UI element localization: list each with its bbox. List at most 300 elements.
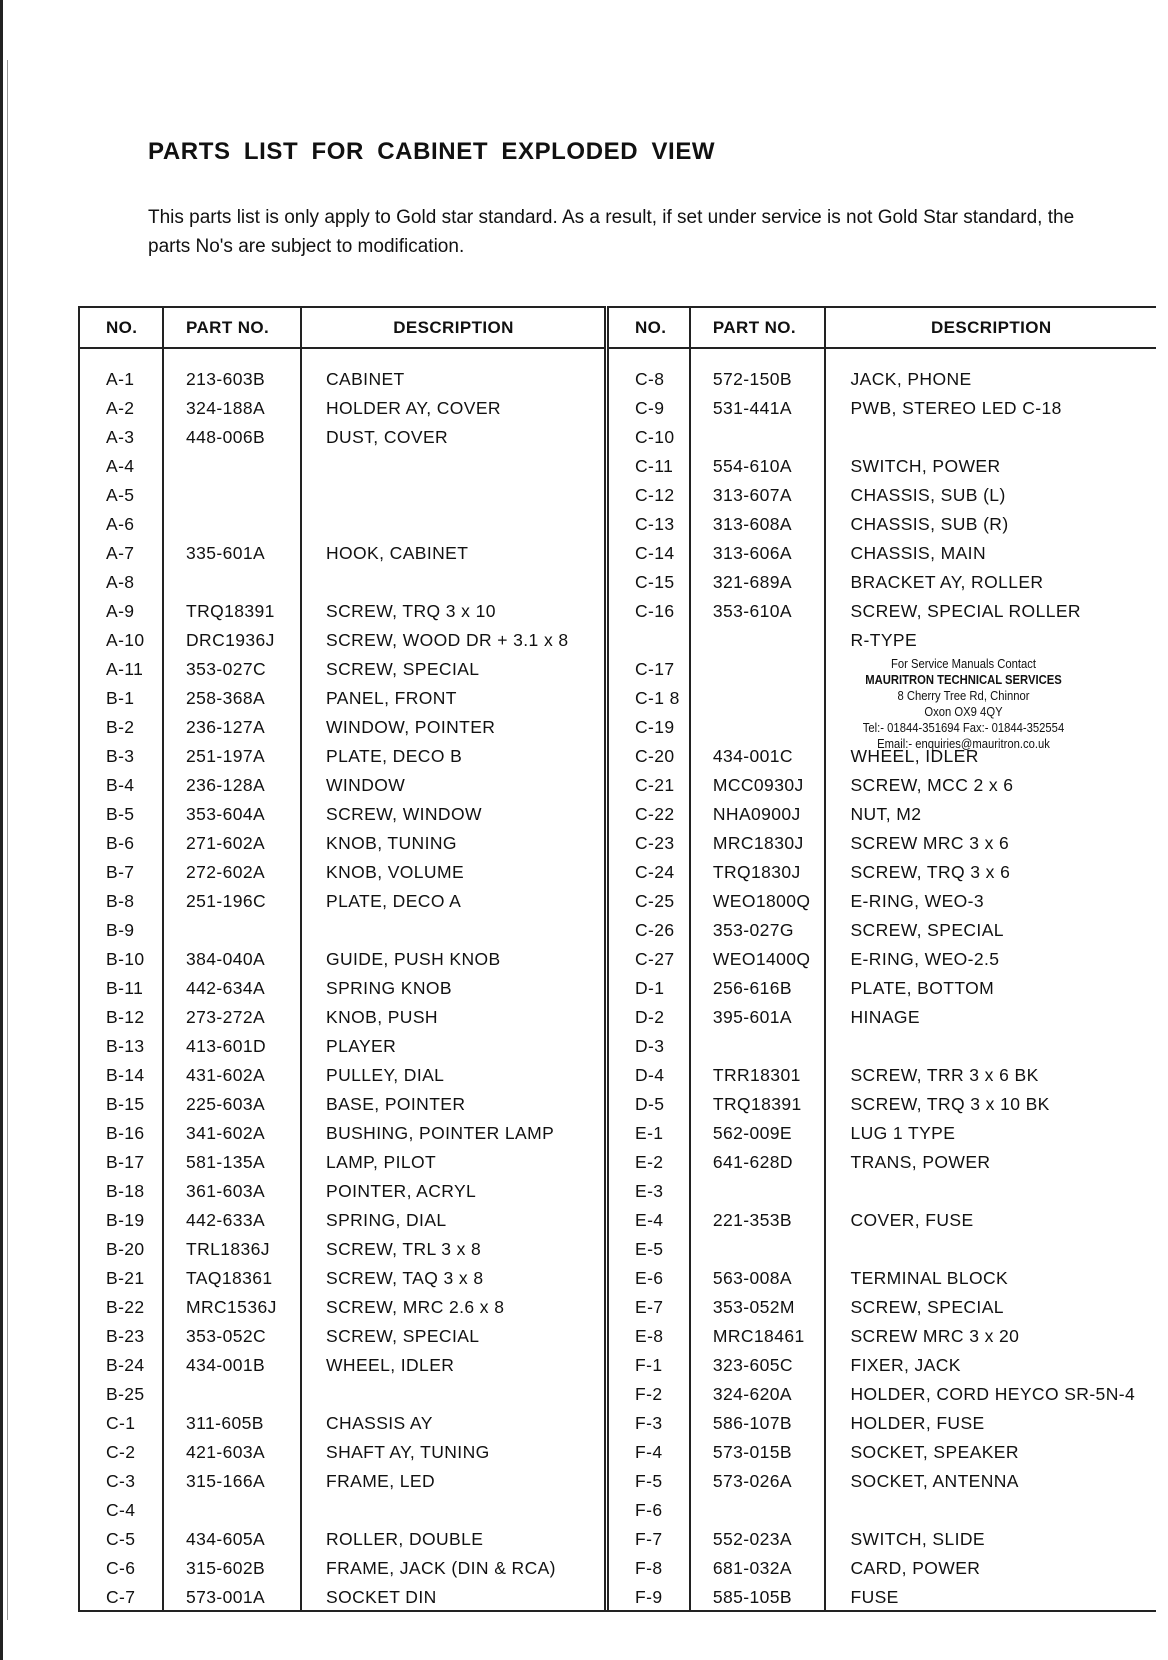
- column-header-no: NO.: [607, 307, 690, 348]
- row-part-no: 341-602A: [163, 1119, 301, 1148]
- row-part-no: TAQ18361: [163, 1264, 301, 1293]
- row-part-no: 251-197A: [163, 742, 301, 771]
- column-header-description: DESCRIPTION: [301, 307, 605, 348]
- table-row: [607, 481, 1157, 510]
- row-no: C-11: [607, 452, 690, 481]
- row-part-no: 573-001A: [163, 1583, 301, 1612]
- row-part-no: [690, 423, 826, 452]
- row-part-no: 421-603A: [163, 1438, 301, 1467]
- row-part-no: 353-604A: [163, 800, 301, 829]
- row-description: LUG 1 TYPE: [850, 1123, 956, 1143]
- row-part-no: TRQ18391: [690, 1090, 826, 1119]
- row-no: A-6: [79, 510, 163, 539]
- row-no: A-10: [79, 626, 163, 655]
- row-no: F-4: [607, 1438, 690, 1467]
- column-header-description: DESCRIPTION: [825, 307, 1156, 348]
- row-description: PANEL, FRONT: [326, 688, 457, 708]
- row-part-no: MRC1830J: [690, 829, 826, 858]
- table-row: [79, 1438, 605, 1467]
- row-description: E-RING, WEO-3: [850, 891, 985, 911]
- row-no: C-25: [607, 887, 690, 916]
- row-no: C-1 8: [607, 684, 690, 713]
- table-row: [607, 1467, 1157, 1496]
- row-description: R-TYPE: [850, 630, 918, 650]
- row-part-no: 448-006B: [163, 423, 301, 452]
- row-part-no: [690, 1496, 826, 1525]
- stamp-line: Email:- enquiries@mauritron.co.uk: [877, 737, 1050, 751]
- parts-table-right: [604, 306, 1156, 1612]
- table-row: [79, 1554, 605, 1583]
- row-description: DUST, COVER: [326, 427, 449, 447]
- row-no: B-7: [79, 858, 163, 887]
- row-part-no: 353-610A: [690, 597, 826, 626]
- row-no: A-5: [79, 481, 163, 510]
- row-part-no: TRQ18391: [163, 597, 301, 626]
- row-no: E-3: [607, 1177, 690, 1206]
- row-description: GUIDE, PUSH KNOB: [326, 949, 501, 969]
- row-description: KNOB, TUNING: [326, 833, 457, 853]
- row-no: B-16: [79, 1119, 163, 1148]
- row-description: [825, 1032, 1156, 1061]
- row-part-no: TRL1836J: [163, 1235, 301, 1264]
- row-no: A-8: [79, 568, 163, 597]
- row-part-no: [690, 1177, 826, 1206]
- row-no: B-21: [79, 1264, 163, 1293]
- table-row: [607, 348, 1157, 394]
- row-description: FUSE: [850, 1587, 899, 1607]
- row-no: B-3: [79, 742, 163, 771]
- page-edge-inner: [7, 60, 8, 1620]
- row-part-no: 573-026A: [690, 1467, 826, 1496]
- row-description: BRACKET AY, ROLLER: [850, 572, 1044, 592]
- table-row: [79, 1467, 605, 1496]
- row-part-no: 434-001B: [163, 1351, 301, 1380]
- row-part-no: 384-040A: [163, 945, 301, 974]
- row-no: A-11: [79, 655, 163, 684]
- row-no: D-1: [607, 974, 690, 1003]
- row-description: TRANS, POWER: [850, 1152, 991, 1172]
- table-row: [79, 1206, 605, 1235]
- table-row: [79, 974, 605, 1003]
- row-part-no: 531-441A: [690, 394, 826, 423]
- table-row: [79, 1090, 605, 1119]
- row-description: WHEEL, IDLER: [850, 746, 979, 766]
- row-no: C-16: [607, 597, 690, 626]
- row-description: KNOB, VOLUME: [326, 862, 465, 882]
- row-description: CHASSIS, SUB (R): [850, 514, 1009, 534]
- table-row: [607, 974, 1157, 1003]
- row-description: PULLEY, DIAL: [326, 1065, 445, 1085]
- row-description: HOLDER, CORD HEYCO SR-5N-4: [850, 1384, 1136, 1404]
- column-header-part-no: PART NO.: [690, 307, 826, 348]
- table-row: [79, 1061, 605, 1090]
- row-description: SWITCH, SLIDE: [850, 1529, 986, 1549]
- row-description: SCREW, SPECIAL: [326, 659, 480, 679]
- table-row: [607, 539, 1157, 568]
- row-description: SCREW, SPECIAL: [850, 920, 1004, 940]
- row-description: PLATE, DECO A: [326, 891, 462, 911]
- row-no: F-7: [607, 1525, 690, 1554]
- table-row: [607, 1496, 1157, 1525]
- row-no: B-2: [79, 713, 163, 742]
- row-part-no: 681-032A: [690, 1554, 826, 1583]
- row-no: C-27: [607, 945, 690, 974]
- row-no: C-22: [607, 800, 690, 829]
- table-header-row: [79, 307, 605, 348]
- page-edge: [0, 0, 3, 1660]
- table-row: [79, 655, 605, 684]
- row-part-no: 321-689A: [690, 568, 826, 597]
- column-header-part-no: PART NO.: [163, 307, 301, 348]
- table-header-row: [607, 307, 1157, 348]
- table-row: [607, 1148, 1157, 1177]
- row-part-no: [690, 626, 826, 655]
- row-description: FRAME, JACK (DIN & RCA): [326, 1558, 556, 1578]
- table-row: [79, 626, 605, 655]
- row-part-no: 324-188A: [163, 394, 301, 423]
- row-part-no: NHA0900J: [690, 800, 826, 829]
- row-part-no: 573-015B: [690, 1438, 826, 1467]
- table-row: [607, 1090, 1157, 1119]
- row-part-no: 586-107B: [690, 1409, 826, 1438]
- row-part-no: 572-150B: [690, 348, 826, 394]
- row-description: SCREW, SPECIAL ROLLER: [850, 601, 1081, 621]
- table-row: [607, 945, 1157, 974]
- row-part-no: [163, 481, 301, 510]
- row-no: F-3: [607, 1409, 690, 1438]
- row-description: [825, 423, 1156, 452]
- table-row: [79, 742, 605, 771]
- row-part-no: MRC18461: [690, 1322, 826, 1351]
- table-row: [79, 1032, 605, 1061]
- row-description: HOLDER AY, COVER: [326, 398, 501, 418]
- row-part-no: [163, 1380, 301, 1409]
- row-description: [301, 1380, 605, 1409]
- row-part-no: 361-603A: [163, 1177, 301, 1206]
- row-description: SCREW, SPECIAL: [326, 1326, 480, 1346]
- row-part-no: 353-027G: [690, 916, 826, 945]
- row-part-no: TRR18301: [690, 1061, 826, 1090]
- row-part-no: MRC1536J: [163, 1293, 301, 1322]
- row-description: SCREW, TRQ 3 x 10: [326, 601, 496, 621]
- row-part-no: 323-605C: [690, 1351, 826, 1380]
- row-no: B-9: [79, 916, 163, 945]
- table-row: [79, 1293, 605, 1322]
- row-no: E-8: [607, 1322, 690, 1351]
- table-row: [79, 1496, 605, 1525]
- row-description: [301, 510, 605, 539]
- row-no: B-22: [79, 1293, 163, 1322]
- row-no: C-20: [607, 742, 690, 771]
- row-part-no: 313-607A: [690, 481, 826, 510]
- row-no: B-11: [79, 974, 163, 1003]
- row-no: B-19: [79, 1206, 163, 1235]
- row-no: B-8: [79, 887, 163, 916]
- row-description: SPRING, DIAL: [326, 1210, 447, 1230]
- row-no: E-5: [607, 1235, 690, 1264]
- row-description: TERMINAL BLOCK: [850, 1268, 1009, 1288]
- row-no: D-4: [607, 1061, 690, 1090]
- table-row: [79, 887, 605, 916]
- row-description: SOCKET, SPEAKER: [850, 1442, 1019, 1462]
- row-no: C-23: [607, 829, 690, 858]
- table-row: [79, 1119, 605, 1148]
- row-description: WINDOW, POINTER: [326, 717, 496, 737]
- row-part-no: 313-608A: [690, 510, 826, 539]
- row-description: JACK, PHONE: [850, 369, 972, 389]
- row-description: SCREW, TRL 3 x 8: [326, 1239, 482, 1259]
- row-no: B-24: [79, 1351, 163, 1380]
- table-row: [607, 1293, 1157, 1322]
- row-no: C-14: [607, 539, 690, 568]
- table-row: [607, 1438, 1157, 1467]
- row-no: C-10: [607, 423, 690, 452]
- row-description: KNOB, PUSH: [326, 1007, 438, 1027]
- table-row: [79, 771, 605, 800]
- row-part-no: 221-353B: [690, 1206, 826, 1235]
- row-no: B-4: [79, 771, 163, 800]
- table-row: [607, 858, 1157, 887]
- table-row: [79, 1322, 605, 1351]
- row-part-no: [163, 510, 301, 539]
- table-row: [79, 510, 605, 539]
- row-part-no: [690, 655, 826, 684]
- row-no: C-15: [607, 568, 690, 597]
- row-part-no: TRQ1830J: [690, 858, 826, 887]
- intro-paragraph: This parts list is only apply to Gold star standard. As a result, if set under service is not Gold Star standard, the parts No's are subject to modification.: [148, 207, 1075, 257]
- row-description: PWB, STEREO LED C-18: [850, 398, 1062, 418]
- row-no: C-6: [79, 1554, 163, 1583]
- row-part-no: MCC0930J: [690, 771, 826, 800]
- row-description: SCREW MRC 3 x 6: [850, 833, 1010, 853]
- row-no: C-26: [607, 916, 690, 945]
- table-row: [607, 1583, 1157, 1612]
- row-part-no: 552-023A: [690, 1525, 826, 1554]
- row-no: E-2: [607, 1148, 690, 1177]
- table-row: [79, 481, 605, 510]
- row-no: A-4: [79, 452, 163, 481]
- row-no: A-2: [79, 394, 163, 423]
- row-part-no: 315-602B: [163, 1554, 301, 1583]
- row-part-no: 311-605B: [163, 1409, 301, 1438]
- row-description: HOOK, CABINET: [326, 543, 469, 563]
- table-bottom-rule: [78, 1610, 1156, 1612]
- row-no: C-3: [79, 1467, 163, 1496]
- row-description: POINTER, ACRYL: [326, 1181, 477, 1201]
- table-row: [607, 1264, 1157, 1293]
- table-row: [79, 800, 605, 829]
- row-part-no: 271-602A: [163, 829, 301, 858]
- row-description: PLAYER: [326, 1036, 397, 1056]
- row-no: C-1: [79, 1409, 163, 1438]
- row-no: C-2: [79, 1438, 163, 1467]
- table-row: [79, 348, 605, 394]
- row-description: CABINET: [326, 369, 405, 389]
- row-part-no: 315-166A: [163, 1467, 301, 1496]
- row-no: A-3: [79, 423, 163, 452]
- row-description: FIXER, JACK: [850, 1355, 961, 1375]
- table-row: [607, 800, 1157, 829]
- row-part-no: 641-628D: [690, 1148, 826, 1177]
- row-description: SCREW, MRC 2.6 x 8: [326, 1297, 505, 1317]
- row-part-no: DRC1936J: [163, 626, 301, 655]
- table-row: [607, 1525, 1157, 1554]
- table-row: [79, 1525, 605, 1554]
- stamp-line: 8 Cherry Tree Rd, Chinnor: [897, 689, 1030, 703]
- table-row: [79, 1409, 605, 1438]
- row-description: [825, 1496, 1156, 1525]
- row-part-no: 273-272A: [163, 1003, 301, 1032]
- table-row: [607, 916, 1157, 945]
- row-part-no: [690, 1032, 826, 1061]
- table-row: [79, 713, 605, 742]
- row-part-no: [690, 1235, 826, 1264]
- table-row: [79, 394, 605, 423]
- row-part-no: 581-135A: [163, 1148, 301, 1177]
- row-description: SOCKET, ANTENNA: [850, 1471, 1019, 1491]
- row-part-no: 434-001C: [690, 742, 826, 771]
- row-description: SCREW MRC 3 x 20: [850, 1326, 1020, 1346]
- row-no: E-4: [607, 1206, 690, 1235]
- row-no: B-6: [79, 829, 163, 858]
- row-part-no: 554-610A: [690, 452, 826, 481]
- row-description: E-RING, WEO-2.5: [850, 949, 1000, 969]
- row-description: [301, 568, 605, 597]
- table-row: [79, 684, 605, 713]
- row-no: A-1: [79, 348, 163, 394]
- row-no: B-18: [79, 1177, 163, 1206]
- row-description: SCREW, TRQ 3 x 10 BK: [850, 1094, 1050, 1114]
- stamp-company: MAURITRON TECHNICAL SERVICES: [865, 673, 1062, 687]
- table-row: [79, 568, 605, 597]
- row-no: B-23: [79, 1322, 163, 1351]
- row-no: B-13: [79, 1032, 163, 1061]
- row-no: B-5: [79, 800, 163, 829]
- row-description: SCREW, MCC 2 x 6: [850, 775, 1014, 795]
- row-part-no: 324-620A: [690, 1380, 826, 1409]
- row-description: COVER, FUSE: [850, 1210, 974, 1230]
- row-no: D-5: [607, 1090, 690, 1119]
- row-part-no: [163, 916, 301, 945]
- row-description: [301, 916, 605, 945]
- row-description: [301, 1496, 605, 1525]
- row-no: D-3: [607, 1032, 690, 1061]
- row-no: B-20: [79, 1235, 163, 1264]
- contact-stamp: [860, 656, 1067, 752]
- row-part-no: 225-603A: [163, 1090, 301, 1119]
- table-row: [607, 626, 1157, 655]
- table-row: [79, 916, 605, 945]
- row-no: C-17: [607, 655, 690, 684]
- row-no: B-25: [79, 1380, 163, 1409]
- row-description: WINDOW: [326, 775, 406, 795]
- row-description: SHAFT AY, TUNING: [326, 1442, 490, 1462]
- table-row: [607, 1119, 1157, 1148]
- row-part-no: 353-052C: [163, 1322, 301, 1351]
- row-no: B-1: [79, 684, 163, 713]
- row-description: CHASSIS AY: [326, 1413, 433, 1433]
- row-description: SPRING KNOB: [326, 978, 452, 998]
- table-row: [79, 945, 605, 974]
- row-part-no: WEO1800Q: [690, 887, 826, 916]
- table-row: [607, 829, 1157, 858]
- row-description: SCREW, TAQ 3 x 8: [326, 1268, 484, 1288]
- row-no: B-12: [79, 1003, 163, 1032]
- row-no: C-21: [607, 771, 690, 800]
- row-description: [301, 452, 605, 481]
- table-row: [79, 1264, 605, 1293]
- table-row: [607, 887, 1157, 916]
- row-no: C-8: [607, 348, 690, 394]
- row-no: F-6: [607, 1496, 690, 1525]
- row-part-no: 335-601A: [163, 539, 301, 568]
- table-row: [607, 1351, 1157, 1380]
- row-no: C-19: [607, 713, 690, 742]
- table-row: [607, 394, 1157, 423]
- stamp-line: Tel:- 01844-351694 Fax:- 01844-352554: [862, 721, 1065, 735]
- table-row: [79, 829, 605, 858]
- row-description: SCREW, TRQ 3 x 6: [850, 862, 1011, 882]
- row-part-no: 434-605A: [163, 1525, 301, 1554]
- row-part-no: 236-128A: [163, 771, 301, 800]
- row-no: C-5: [79, 1525, 163, 1554]
- table-row: [79, 1583, 605, 1612]
- row-description: [825, 1235, 1156, 1264]
- table-row: [79, 1003, 605, 1032]
- table-row: [607, 1061, 1157, 1090]
- row-no: E-7: [607, 1293, 690, 1322]
- table-row: [79, 539, 605, 568]
- row-no: F-2: [607, 1380, 690, 1409]
- row-no: F-1: [607, 1351, 690, 1380]
- table-row: [607, 568, 1157, 597]
- row-no: F-5: [607, 1467, 690, 1496]
- row-part-no: 272-602A: [163, 858, 301, 887]
- table-row: [79, 452, 605, 481]
- row-description: BASE, POINTER: [326, 1094, 466, 1114]
- row-no: B-10: [79, 945, 163, 974]
- row-no: E-1: [607, 1119, 690, 1148]
- row-no: C-24: [607, 858, 690, 887]
- row-part-no: [163, 568, 301, 597]
- row-part-no: 562-009E: [690, 1119, 826, 1148]
- row-description: HOLDER, FUSE: [850, 1413, 985, 1433]
- table-row: [607, 1322, 1157, 1351]
- table-row: [607, 1409, 1157, 1438]
- table-row: [79, 423, 605, 452]
- row-description: LAMP, PILOT: [326, 1152, 437, 1172]
- row-part-no: 251-196C: [163, 887, 301, 916]
- row-part-no: 258-368A: [163, 684, 301, 713]
- row-description: BUSHING, POINTER LAMP: [326, 1123, 555, 1143]
- row-description: SCREW, WOOD DR + 3.1 x 8: [326, 630, 569, 650]
- row-no: C-7: [79, 1583, 163, 1612]
- row-part-no: WEO1400Q: [690, 945, 826, 974]
- row-part-no: 395-601A: [690, 1003, 826, 1032]
- row-part-no: 442-633A: [163, 1206, 301, 1235]
- row-description: ROLLER, DOUBLE: [326, 1529, 484, 1549]
- page-title: PARTS LIST FOR CABINET EXPLODED VIEW: [148, 138, 716, 165]
- table-row: [607, 1206, 1157, 1235]
- row-description: CHASSIS, MAIN: [850, 543, 986, 563]
- table-row: [607, 1380, 1157, 1409]
- row-part-no: [690, 713, 826, 742]
- row-description: SCREW, SPECIAL: [850, 1297, 1004, 1317]
- column-header-no: NO.: [79, 307, 163, 348]
- table-row: [607, 452, 1157, 481]
- table-row: [79, 1351, 605, 1380]
- row-no: F-9: [607, 1583, 690, 1612]
